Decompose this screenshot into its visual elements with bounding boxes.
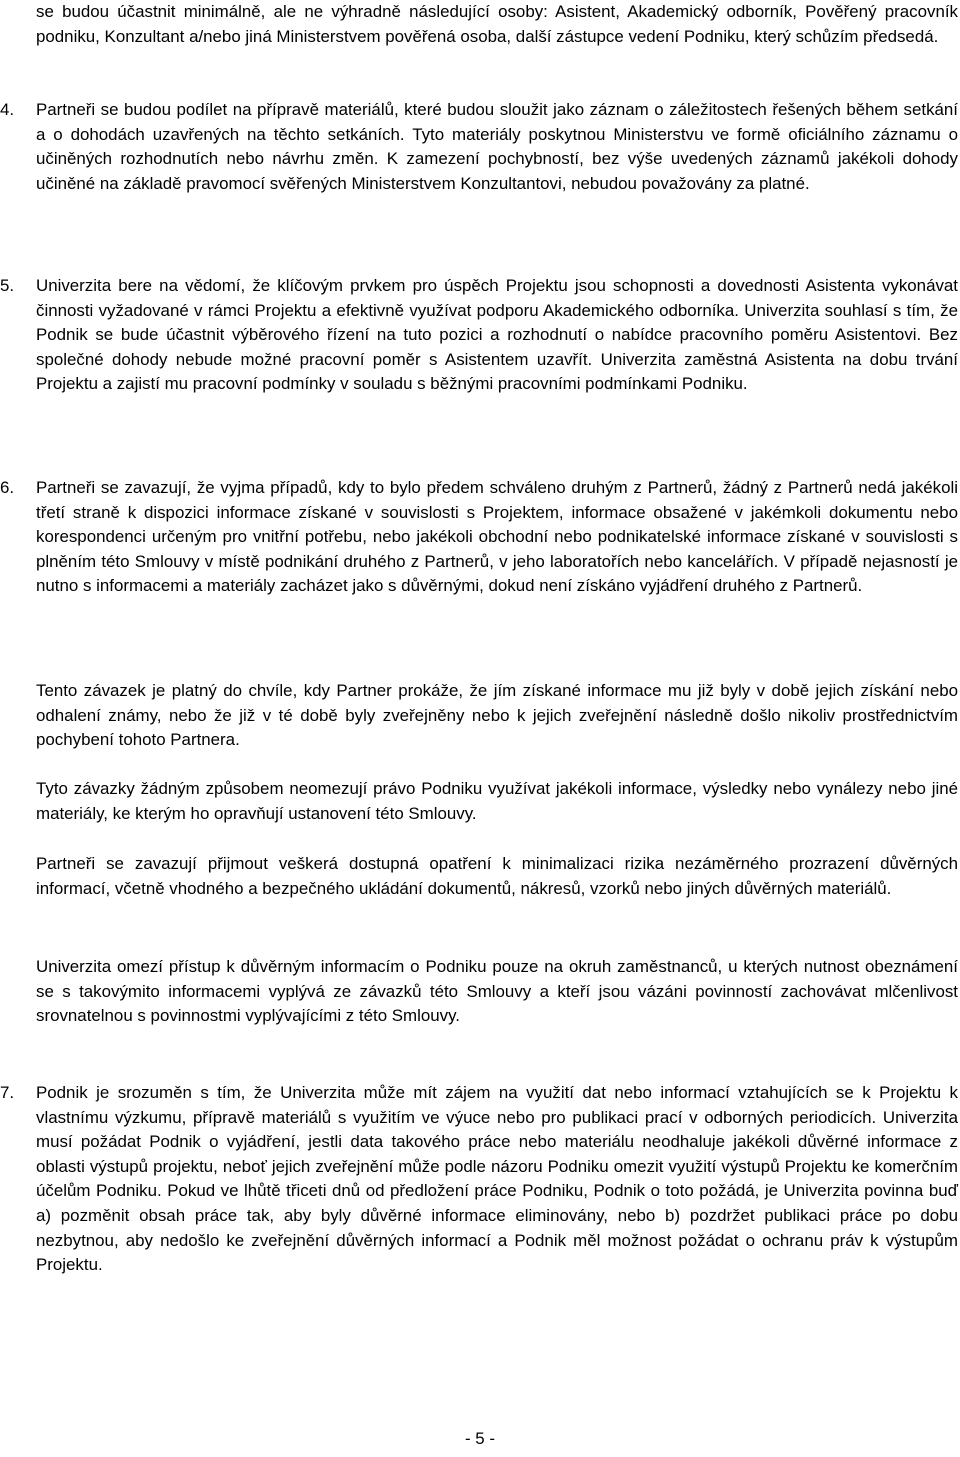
item-6-paragraph-4: Partneři se zavazují přijmout veškerá dostupná opatření k minimalizaci rizika nezáměrného prozrazení důvěrných informací, včetně vhodného a bezpečného ukládání dokumentů, nákresů, vzorků nebo jiných důvěrných materiálů. <box>36 854 958 898</box>
item-number-4: 4. <box>0 100 15 119</box>
item-4-paragraph: Partneři se budou podílet na přípravě materiálů, které budou sloužit jako záznam o záležitostech řešených během setkání a o dohodách uzavřených na těchto setkáních. Tyto materiály poskytnou Ministerstvu ve formě oficiálního záznamu o učiněných rozhodnutích nebo návrhu změn. K zamezení pochybností, bez výše uvedených záznamů jakékoli dohody učiněné na základě pravomocí svěřených Ministerstvem Konzultantovi, nebudou považovány za platné. <box>36 100 958 193</box>
item-6-paragraph-3: Tyto závazky žádným způsobem neomezují právo Podniku využívat jakékoli informace, výsledky nebo vynálezy nebo jiné materiály, ke kterým ho opravňují ustanovení této Smlouvy. <box>36 779 958 823</box>
item-number-6: 6. <box>0 478 15 497</box>
item-6-paragraph-1: Partneři se zavazují, že vyjma případů, kdy to bylo předem schváleno druhým z Partnerů, žádný z Partnerů nedá jakékoli třetí straně k dispozici informace získané v souvislosti s Projektem, informace obsažené v jakémkoli dokumentu nebo korespondenci určeným pro vnitřní potřebu, nebo jakékoli obchodní nebo podnikatelské informace získané v souvislosti s plněním této Smlouvy v místě podnikání druhého z Partnerů, v jeho laboratořích nebo kancelářích. V případě nejasností je nutno s informacemi a materiály zacházet jako s důvěrnými, dokud není získáno vyjádření druhého z Partnerů. <box>36 478 958 596</box>
page-number-footer: - 5 - <box>464 1429 496 1448</box>
item-5-paragraph: Univerzita bere na vědomí, že klíčovým prvkem pro úspěch Projektu jsou schopnosti a dovednosti Asistenta vykonávat činnosti vyžadované v rámci Projektu a efektivně využívat podporu Akademického odborníka. Univerzita souhlasí s tím, že Podnik se bude účastnit výběrového řízení na tuto pozici a rozhodnutí o nabídce pracovního poměru Asistentovi. Bez společné dohody nebude možné pracovní poměr s Asistentem uzavřít. Univerzita zaměstná Asistenta na dobu trvání Projektu a zajistí mu pracovní podmínky v souladu s běžnými pracovními podmínkami Podniku. <box>36 276 958 394</box>
item-6-paragraph-2: Tento závazek je platný do chvíle, kdy Partner prokáže, že jím získané informace mu již byly v době jejich získání nebo odhalení známy, nebo že již v té době byly zveřejněny nebo k jejich zveřejnění následně došlo nikoliv prostřednictvím pochybení tohoto Partnera. <box>36 681 958 750</box>
item-number-7: 7. <box>0 1083 15 1102</box>
item-number-5: 5. <box>0 276 15 295</box>
item-6-paragraph-5: Univerzita omezí přístup k důvěrným informacím o Podniku pouze na okruh zaměstnanců, u kterých nutnost obeznámení se s takovýmito informacemi vyplývá ze závazků této Smlouvy a kteří jsou vázáni povinností zachovávat mlčenlivost srovnatelnou s povinnostmi vyplývajícími z této Smlouvy. <box>36 957 958 1026</box>
item-7-paragraph: Podnik je srozuměn s tím, že Univerzita může mít zájem na využití dat nebo informací vztahujících se k Projektu k vlastnímu výzkumu, přípravě materiálů s využitím ve výuce nebo pro publikaci prací v odborných periodicích. Univerzita musí požádat Podnik o vyjádření, jestli data takového práce nebo materiálu neodhaluje jakékoli důvěrné informace z oblasti výstupů projektu, neboť jejich zveřejnění může podle názoru Podniku omezit využití výstupů Projektu ke komerčním účelům Podniku. Pokud ve lhůtě třiceti dnů od předložení práce Podniku, Podnik o toto požádá, je Univerzita povinna buď a) pozměnit obsah práce tak, aby byly důvěrné informace eliminovány, nebo b) pozdržet publikaci práce po dobu nezbytnou, aby nedošlo ke zveřejnění důvěrných informací a Podnik měl možnost požádat o ochranu práv k výstupům Projektu. <box>36 1083 958 1275</box>
intro-paragraph: se budou účastnit minimálně, ale ne výhradně následující osoby: Asistent, Akademický odborník, Pověřený pracovník podniku, Konzultant a/nebo jiná Ministerstvem pověřená osoba, další zástupce vedení Podniku, který schůzím předsedá. <box>36 2 958 46</box>
